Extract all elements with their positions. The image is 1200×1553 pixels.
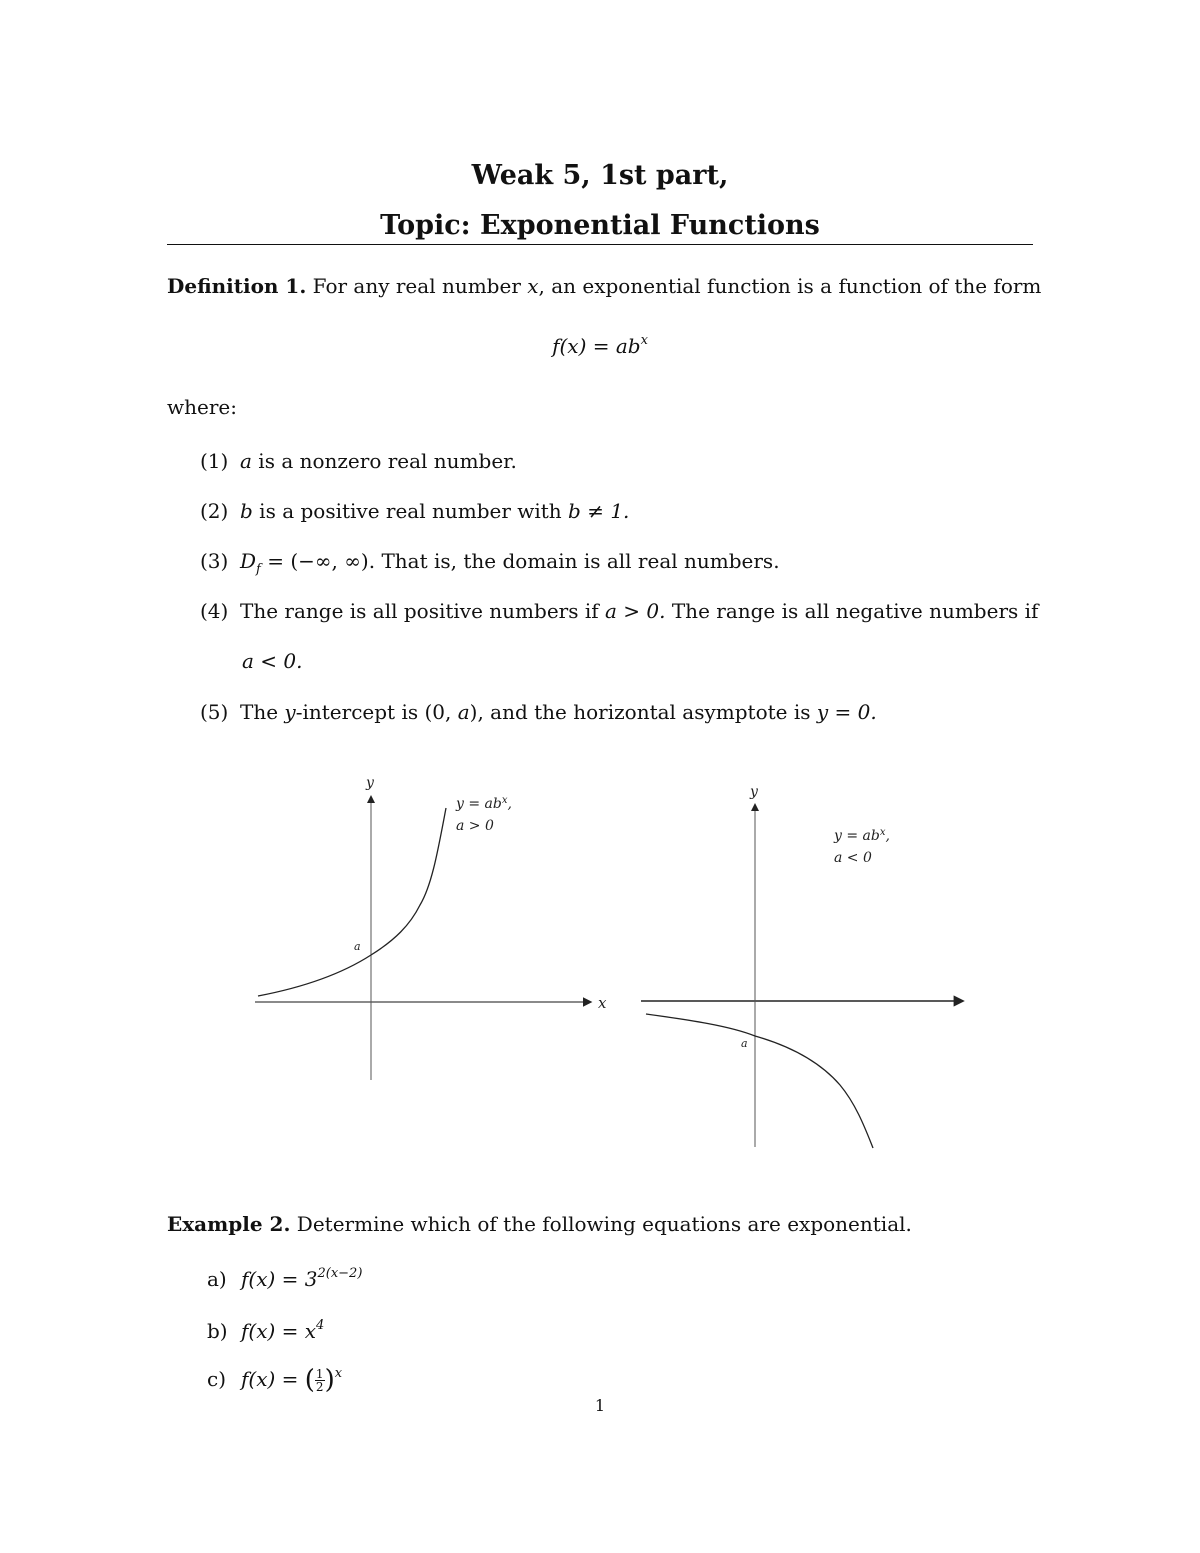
example-item-lhs: f(x) = x bbox=[241, 1319, 317, 1343]
left-y-label: y bbox=[366, 775, 374, 791]
right-y-label: y bbox=[750, 784, 758, 800]
example-item-label: a) bbox=[207, 1267, 227, 1291]
item-text-2: -intercept is (0, bbox=[295, 700, 458, 724]
formula-lhs: f(x) = ab bbox=[552, 334, 641, 358]
item-sub: f bbox=[256, 562, 261, 577]
item-var: y bbox=[284, 700, 296, 724]
definition-var: x bbox=[527, 274, 539, 298]
formula-exp: x bbox=[640, 333, 648, 348]
right-paren: ) bbox=[324, 1365, 335, 1395]
example-item-lhs: f(x) = bbox=[241, 1367, 305, 1391]
page-number: 1 bbox=[594, 1396, 606, 1415]
example-item-label: b) bbox=[207, 1319, 228, 1343]
example-item-c bbox=[207, 1365, 342, 1395]
item-number: (1) bbox=[200, 449, 229, 473]
graph-right bbox=[641, 784, 962, 1148]
example-item-a bbox=[207, 1266, 362, 1291]
example-text: Determine which of the following equations are exponential. bbox=[290, 1212, 912, 1236]
left-curve-label-1: $y = ab^x$, bbox=[456, 794, 512, 812]
item-text-2: The range is all negative numbers if bbox=[665, 599, 1039, 623]
fraction-numerator: 1 bbox=[315, 1367, 324, 1381]
item-number: (3) bbox=[200, 549, 229, 573]
example-item-label: c) bbox=[207, 1367, 227, 1391]
example-item-b bbox=[207, 1318, 324, 1343]
example-intro bbox=[167, 1212, 1037, 1236]
graph-left bbox=[255, 775, 607, 1080]
definition-text-b: , an exponential function is a function of the form bbox=[538, 274, 1042, 298]
definition-item-4-continued: a < 0. bbox=[242, 649, 303, 673]
right-curve bbox=[646, 1014, 873, 1148]
item-number: (4) bbox=[200, 599, 229, 623]
item-text: = (−∞, ∞). That is, the domain is all real numbers. bbox=[260, 549, 780, 573]
fraction-denominator: 2 bbox=[315, 1380, 324, 1394]
item-number: (2) bbox=[200, 499, 229, 523]
item-number: (5) bbox=[200, 700, 229, 724]
item-var: a bbox=[240, 449, 252, 473]
item-var: D bbox=[240, 549, 257, 573]
item-math: a > 0. bbox=[605, 599, 666, 623]
left-curve bbox=[258, 808, 446, 996]
right-curve-label-2: a < 0 bbox=[834, 850, 872, 866]
where-label: where: bbox=[167, 395, 237, 419]
item-var: b bbox=[240, 499, 253, 523]
example-item-exp: 2(x−2) bbox=[317, 1266, 363, 1281]
definition-text-a: For any real number bbox=[312, 274, 528, 298]
item-text: The range is all positive numbers if bbox=[240, 599, 605, 623]
left-intercept-label: a bbox=[354, 940, 361, 953]
left-x-label: x bbox=[598, 994, 607, 1012]
item-text: The bbox=[240, 700, 285, 724]
left-paren: ( bbox=[304, 1365, 315, 1395]
item-math: y = 0. bbox=[816, 700, 877, 724]
example-item-exp: x bbox=[334, 1366, 343, 1381]
item-text: is a positive real number with bbox=[252, 499, 569, 523]
example-item-exp: 4 bbox=[316, 1318, 325, 1333]
item-math: b ≠ 1. bbox=[568, 499, 630, 523]
fraction-one-half bbox=[315, 1368, 325, 1393]
example-item-lhs: f(x) = 3 bbox=[241, 1267, 318, 1291]
right-curve-label-1: $y = ab^x$, bbox=[834, 826, 890, 844]
right-intercept-label: a bbox=[741, 1037, 748, 1050]
item-var-2: a bbox=[457, 700, 470, 724]
page-title-line-2: Topic: Exponential Functions bbox=[380, 210, 820, 241]
definition-label: Definition 1. bbox=[167, 274, 307, 298]
left-curve-label-2: a > 0 bbox=[456, 818, 494, 834]
item-text: is a nonzero real number. bbox=[251, 449, 517, 473]
page-title-line-1: Weak 5, 1st part, bbox=[471, 160, 729, 191]
item-text-3: ), and the horizontal asymptote is bbox=[469, 700, 817, 724]
example-label: Example 2. bbox=[167, 1212, 291, 1236]
